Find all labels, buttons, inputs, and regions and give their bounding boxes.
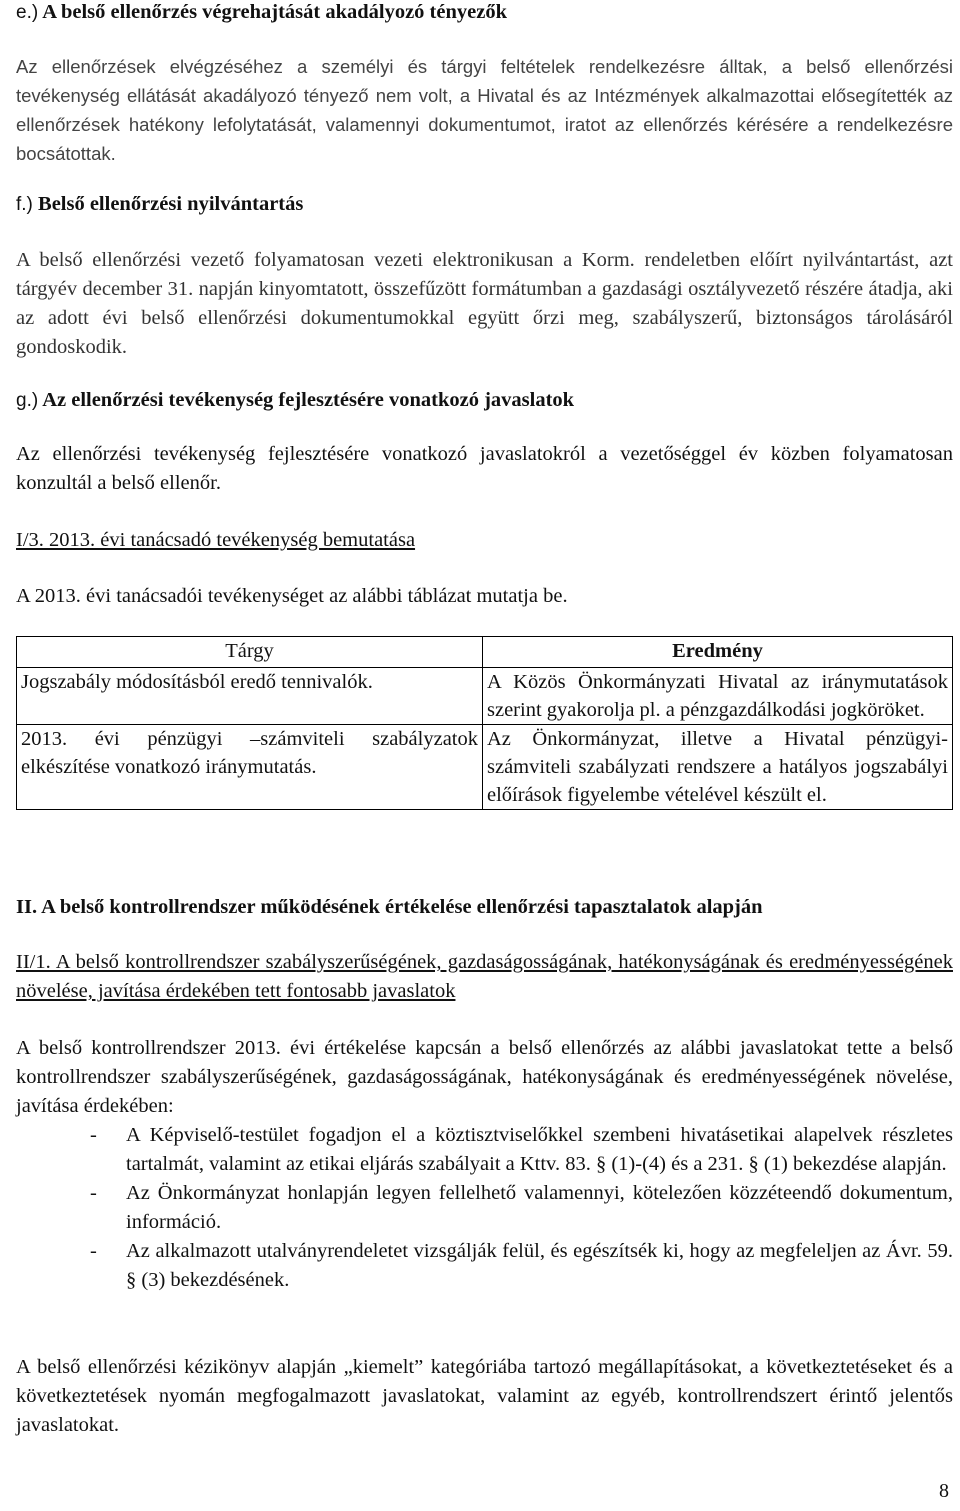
- section-ii-closing: A belső ellenőrzési kézikönyv alapján „kiemelt” kategóriába tartozó megállapításokat, a következtetéseket és a következtetések nyomán megfogalmazott javaslatokat, valamint az egyéb, kontrollrendszert érintő jelentős javaslatokat.: [16, 1356, 953, 1436]
- table-cell-result: Az Önkormányzat, illetve a Hivatal pénzügyi-számviteli szabályzati rendszere a hatályos jogszabályi előírások figyelembe vételével készült el.: [483, 725, 953, 810]
- list-item-text: A Képviselő-testület fogadjon el a köztisztviselőkkel szembeni hivatásetikai alapelvek részletes tartalmát, valamint az etikai eljárás szabályait a Kttv. 83. § (1)-(4) és a 231. § (1) bekezdése alapján.: [126, 1124, 953, 1175]
- section-e-text: Az ellenőrzések elvégzéséhez a személyi és tárgyi feltételek rendelkezésre álltak, a belső ellenőrzési tevékenység ellátását akadályozó tényező nem volt, a Hivatal és az Intézmények alkalmazottai elősegítették az ellenőrzések hatékony lefolytatását, valamennyi dokumentumot, iratot az ellenőrzés kérésére a rendelkezésre bocsátottak.: [16, 56, 953, 164]
- section-ii1-title: II/1. A belső kontrollrendszer szabályszerűségének, gazdaságosságának, hatékonyságának és eredményességének növelése, javítása érdekében tett fontosabb javaslatok: [16, 951, 953, 1002]
- table-cell-result: A Közös Önkormányzati Hivatal az iránymutatások szerint gyakorolja pl. a pénzgazdálkodási jogköröket.: [483, 668, 953, 725]
- document-page: [16, 0, 953, 1511]
- section-i3-title: I/3. 2013. évi tanácsadó tevékenység bemutatása: [16, 529, 416, 551]
- section-e-title: A belső ellenőrzés végrehajtását akadályozó tényezők: [42, 1, 507, 23]
- section-g-prefix: g.): [16, 390, 39, 411]
- table-header-result: Eredmény: [483, 637, 953, 668]
- section-e-heading: [16, 0, 507, 27]
- section-f-title: Belső ellenőrzési nyilvántartás: [38, 193, 304, 215]
- list-dash: -: [90, 1240, 97, 1262]
- section-e-prefix: e.): [16, 2, 39, 23]
- advisory-table: [16, 636, 953, 810]
- section-f-prefix: f.): [16, 194, 33, 215]
- list-item-text: Az alkalmazott utalványrendeletet vizsgálják felül, és egészítsék ki, hogy az megfeleljen az Ávr. 59. § (3) bekezdésének.: [126, 1240, 953, 1291]
- list-item: [16, 1121, 953, 1179]
- table-row: [17, 725, 953, 810]
- recommendation-list: [16, 1121, 953, 1295]
- list-item-text: Az Önkormányzat honlapján legyen fellelhető valamennyi, kötelezően közzéteendő dokumentum, információ.: [126, 1182, 953, 1233]
- section-ii-title: II. A belső kontrollrendszer működésének értékelése ellenőrzési tapasztalatok alapján: [16, 896, 763, 918]
- section-g-title: Az ellenőrzési tevékenység fejlesztésére vonatkozó javaslatok: [42, 389, 575, 411]
- table-cell-subject: 2013. évi pénzügyi –számviteli szabályzatok elkészítése vonatkozó iránymutatás.: [17, 725, 483, 810]
- table-header-subject: Tárgy: [17, 637, 483, 668]
- list-item: [16, 1237, 953, 1295]
- section-ii-intro: A belső kontrollrendszer 2013. évi értékelése kapcsán a belső ellenőrzés az alábbi javaslatokat tette a belső kontrollrendszer szabályszerűségének, gazdaságosságának, hatékonyságának és eredményességének növelése, javítása érdekében:: [16, 1037, 953, 1117]
- list-item: [16, 1179, 953, 1237]
- section-f-heading: [16, 190, 303, 219]
- table-cell-subject: Jogszabály módosításból eredő tennivalók.: [17, 668, 483, 725]
- section-g-heading: [16, 386, 574, 415]
- page-number: 8: [939, 1480, 949, 1502]
- section-i3-intro: A 2013. évi tanácsadói tevékenységet az alábbi táblázat mutatja be.: [16, 585, 568, 607]
- list-dash: -: [90, 1124, 97, 1146]
- table-row: [17, 668, 953, 725]
- section-g-text: Az ellenőrzési tevékenység fejlesztésére vonatkozó javaslatokról a vezetőséggel év közben folyamatosan konzultál a belső ellenőr.: [16, 443, 953, 494]
- section-f-text: A belső ellenőrzési vezető folyamatosan vezeti elektronikusan a Korm. rendeletben előírt nyilvántartást, azt tárgyév december 31. napján kinyomtatott, összefűzött formátumban a gazdasági osztályvezető részére átadja, aki az adott évi belső ellenőrzési dokumentumokkal együtt őrzi meg, szabályszerű, biztonságos tárolásáról gondoskodik.: [16, 249, 953, 358]
- table-header-row: [17, 637, 953, 668]
- list-dash: -: [90, 1182, 97, 1204]
